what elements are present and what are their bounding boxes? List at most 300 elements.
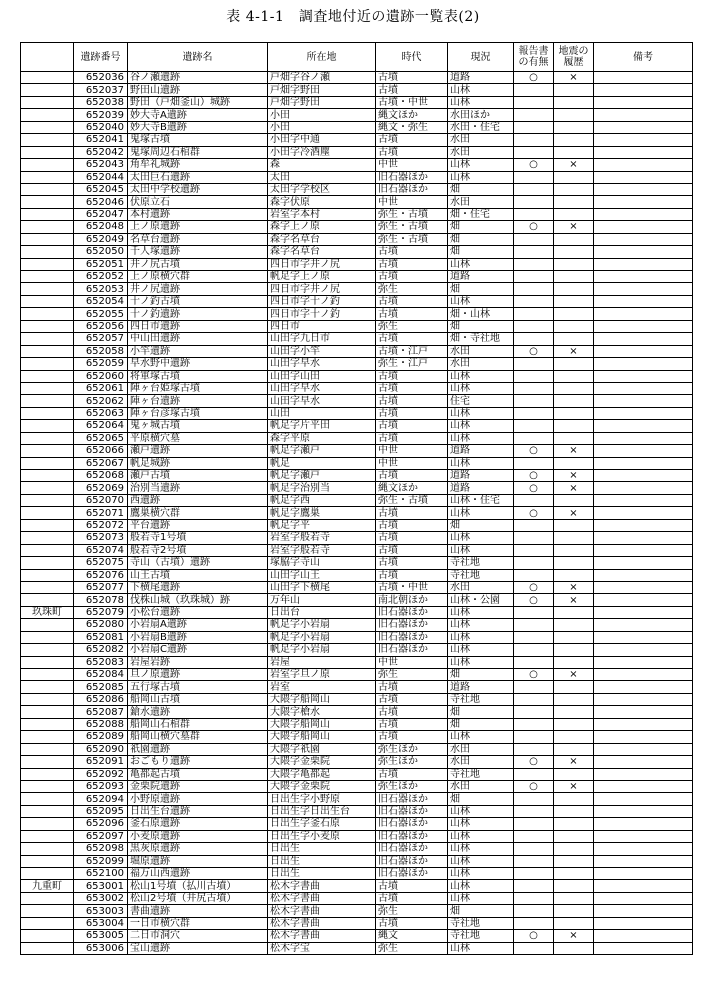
location-cell: 大隈字亀都起 <box>268 768 376 780</box>
disaster-history-cell: × <box>554 756 594 768</box>
table-row <box>21 258 693 270</box>
region-cell <box>21 407 74 419</box>
report-cell <box>514 121 554 133</box>
status-cell: 畑 <box>448 221 514 233</box>
report-cell <box>514 569 554 581</box>
notes-cell <box>594 793 693 805</box>
era-cell: 旧石器ほか <box>376 606 448 618</box>
report-cell <box>514 395 554 407</box>
era-cell: 古墳 <box>376 395 448 407</box>
region-cell <box>21 233 74 245</box>
table-row <box>21 780 693 792</box>
site-name-cell: 旦ノ原遺跡 <box>128 669 268 681</box>
status-cell: 畑 <box>448 283 514 295</box>
era-cell: 弥生・古墳 <box>376 208 448 220</box>
disaster-history-cell <box>554 693 594 705</box>
site-name-cell: 鷹巣横穴群 <box>128 507 268 519</box>
header-report: 報告書の有無 <box>514 43 554 72</box>
report-cell <box>514 855 554 867</box>
disaster-history-cell <box>554 544 594 556</box>
site-name-cell: 船岡山古墳 <box>128 693 268 705</box>
era-cell: 旧石器ほか <box>376 631 448 643</box>
status-cell: 畑・寺社地 <box>448 333 514 345</box>
site-number-cell: 652050 <box>74 246 128 258</box>
region-cell: 玖珠町 <box>21 606 74 618</box>
disaster-history-cell <box>554 370 594 382</box>
site-name-cell: 上ノ原横穴群 <box>128 271 268 283</box>
notes-cell <box>594 631 693 643</box>
status-cell: 水田・住宅 <box>448 121 514 133</box>
report-cell <box>514 196 554 208</box>
region-cell <box>21 208 74 220</box>
status-cell: 水田 <box>448 345 514 357</box>
notes-cell <box>594 271 693 283</box>
table-row <box>21 880 693 892</box>
disaster-history-cell <box>554 258 594 270</box>
table-row <box>21 295 693 307</box>
report-cell: ○ <box>514 345 554 357</box>
site-number-cell: 652040 <box>74 121 128 133</box>
disaster-history-cell: × <box>554 470 594 482</box>
site-number-cell: 652082 <box>74 644 128 656</box>
region-cell <box>21 830 74 842</box>
era-cell: 古墳 <box>376 706 448 718</box>
site-name-cell: 鬼塚古墳 <box>128 134 268 146</box>
site-number-cell: 652084 <box>74 669 128 681</box>
site-name-cell: 船岡山石棺群 <box>128 718 268 730</box>
region-cell <box>21 134 74 146</box>
notes-cell <box>594 644 693 656</box>
notes-cell <box>594 395 693 407</box>
disaster-history-cell <box>554 532 594 544</box>
site-name-cell: 小岩扇B遺跡 <box>128 631 268 643</box>
region-cell <box>21 358 74 370</box>
location-cell: 帆足字瀬戸 <box>268 445 376 457</box>
region-cell <box>21 146 74 158</box>
report-cell <box>514 519 554 531</box>
table-body <box>21 72 693 955</box>
table-row <box>21 557 693 569</box>
location-cell: 岩室字本村 <box>268 208 376 220</box>
table-row <box>21 308 693 320</box>
site-number-cell: 652041 <box>74 134 128 146</box>
site-name-cell: 上ノ原遺跡 <box>128 221 268 233</box>
disaster-history-cell <box>554 271 594 283</box>
location-cell: 帆足字瀬戸 <box>268 470 376 482</box>
disaster-history-cell <box>554 843 594 855</box>
era-cell: 旧石器ほか <box>376 183 448 195</box>
status-cell: 寺社地 <box>448 693 514 705</box>
region-cell <box>21 271 74 283</box>
site-name-cell: 下横尾遺跡 <box>128 581 268 593</box>
table-row <box>21 843 693 855</box>
region-cell <box>21 768 74 780</box>
location-cell: 塚脇字寺山 <box>268 557 376 569</box>
disaster-history-cell <box>554 333 594 345</box>
report-cell <box>514 706 554 718</box>
location-cell: 日出生字釜石原 <box>268 818 376 830</box>
notes-cell <box>594 358 693 370</box>
disaster-history-cell <box>554 606 594 618</box>
table-row <box>21 72 693 84</box>
site-name-cell: 野田山遺跡 <box>128 84 268 96</box>
status-cell: 山林 <box>448 382 514 394</box>
status-cell: 寺社地 <box>448 917 514 929</box>
site-number-cell: 652044 <box>74 171 128 183</box>
report-cell: ○ <box>514 445 554 457</box>
table-row <box>21 693 693 705</box>
site-name-cell: 千人塚遺跡 <box>128 246 268 258</box>
status-cell: 道路 <box>448 482 514 494</box>
site-number-cell: 652064 <box>74 420 128 432</box>
table-row <box>21 221 693 233</box>
site-number-cell: 652038 <box>74 96 128 108</box>
status-cell: 畑 <box>448 905 514 917</box>
location-cell: 山田字山田 <box>268 370 376 382</box>
site-number-cell: 652091 <box>74 756 128 768</box>
report-cell <box>514 246 554 258</box>
site-number-cell: 652056 <box>74 320 128 332</box>
site-number-cell: 652071 <box>74 507 128 519</box>
report-cell <box>514 644 554 656</box>
site-number-cell: 652076 <box>74 569 128 581</box>
header-disaster-history: 地震の履歴 <box>554 43 594 72</box>
site-name-cell: 西遺跡 <box>128 494 268 506</box>
notes-cell <box>594 669 693 681</box>
table-row <box>21 246 693 258</box>
location-cell: 大隈字金栗院 <box>268 756 376 768</box>
notes-cell <box>594 109 693 121</box>
site-name-cell: 四日市遺跡 <box>128 320 268 332</box>
disaster-history-cell <box>554 855 594 867</box>
region-cell <box>21 644 74 656</box>
location-cell: 山田字小竿 <box>268 345 376 357</box>
table-row <box>21 445 693 457</box>
disaster-history-cell: × <box>554 159 594 171</box>
era-cell: 弥生 <box>376 669 448 681</box>
location-cell: 戸畑字野田 <box>268 84 376 96</box>
report-cell <box>514 892 554 904</box>
location-cell: 四日市 <box>268 320 376 332</box>
notes-cell <box>594 681 693 693</box>
notes-cell <box>594 308 693 320</box>
status-cell: 水田 <box>448 146 514 158</box>
table-row <box>21 208 693 220</box>
site-number-cell: 652049 <box>74 233 128 245</box>
location-cell: 帆足字小岩扇 <box>268 644 376 656</box>
report-cell <box>514 544 554 556</box>
report-cell <box>514 619 554 631</box>
region-cell <box>21 581 74 593</box>
location-cell: 森 <box>268 159 376 171</box>
location-cell: 日出台 <box>268 606 376 618</box>
notes-cell <box>594 134 693 146</box>
site-name-cell: 福万山西遺跡 <box>128 868 268 880</box>
location-cell: 帆足字平 <box>268 519 376 531</box>
site-number-cell: 652057 <box>74 333 128 345</box>
region-cell <box>21 519 74 531</box>
disaster-history-cell <box>554 619 594 631</box>
site-number-cell: 652063 <box>74 407 128 419</box>
site-number-cell: 652074 <box>74 544 128 556</box>
table-row <box>21 134 693 146</box>
disaster-history-cell <box>554 942 594 954</box>
era-cell: 中世 <box>376 457 448 469</box>
region-cell <box>21 756 74 768</box>
disaster-history-cell <box>554 320 594 332</box>
site-number-cell: 652058 <box>74 345 128 357</box>
location-cell: 日出生字小野原 <box>268 793 376 805</box>
era-cell: 縄文・弥生 <box>376 121 448 133</box>
region-cell <box>21 320 74 332</box>
table-row <box>21 482 693 494</box>
notes-cell <box>594 333 693 345</box>
location-cell: 四日市字井ノ尻 <box>268 283 376 295</box>
era-cell: 古墳 <box>376 72 448 84</box>
site-number-cell: 652059 <box>74 358 128 370</box>
table-row <box>21 930 693 942</box>
region-cell <box>21 930 74 942</box>
table-row <box>21 731 693 743</box>
site-number-cell: 652046 <box>74 196 128 208</box>
site-name-cell: 治別当遺跡 <box>128 482 268 494</box>
site-number-cell: 652036 <box>74 72 128 84</box>
header-notes: 備考 <box>594 43 693 72</box>
site-name-cell: 小竿遺跡 <box>128 345 268 357</box>
site-name-cell: 中山田遺跡 <box>128 333 268 345</box>
site-name-cell: 亀都起古墳 <box>128 768 268 780</box>
header-site-number: 遺跡番号 <box>74 43 128 72</box>
era-cell: 古墳 <box>376 432 448 444</box>
status-cell: 山林 <box>448 258 514 270</box>
site-name-cell: 鬼塚周辺石棺群 <box>128 146 268 158</box>
status-cell: 道路 <box>448 681 514 693</box>
site-name-cell: 陣ヶ台姫塚古墳 <box>128 382 268 394</box>
table-row <box>21 345 693 357</box>
location-cell: 戸畑字野田 <box>268 96 376 108</box>
table-row <box>21 681 693 693</box>
disaster-history-cell <box>554 793 594 805</box>
status-cell: 山林 <box>448 420 514 432</box>
site-number-cell: 652066 <box>74 445 128 457</box>
region-cell <box>21 681 74 693</box>
disaster-history-cell <box>554 246 594 258</box>
notes-cell <box>594 731 693 743</box>
region-cell <box>21 395 74 407</box>
notes-cell <box>594 818 693 830</box>
table-row <box>21 382 693 394</box>
site-name-cell: 船岡山横穴墓群 <box>128 731 268 743</box>
site-number-cell: 652078 <box>74 594 128 606</box>
report-cell <box>514 681 554 693</box>
header-location: 所在地 <box>268 43 376 72</box>
table-row <box>21 146 693 158</box>
site-number-cell: 652096 <box>74 818 128 830</box>
status-cell: 畑 <box>448 706 514 718</box>
site-number-cell: 652048 <box>74 221 128 233</box>
status-cell: 山林 <box>448 855 514 867</box>
location-cell: 山田字早水 <box>268 395 376 407</box>
location-cell: 森字名草台 <box>268 233 376 245</box>
report-cell <box>514 631 554 643</box>
era-cell: 古墳 <box>376 718 448 730</box>
era-cell: 古墳 <box>376 532 448 544</box>
location-cell: 小田字中通 <box>268 134 376 146</box>
location-cell: 小田 <box>268 121 376 133</box>
disaster-history-cell <box>554 830 594 842</box>
site-number-cell: 653002 <box>74 892 128 904</box>
location-cell: 大隈字船岡山 <box>268 731 376 743</box>
status-cell: 山林 <box>448 892 514 904</box>
location-cell: 森字上ノ原 <box>268 221 376 233</box>
report-cell <box>514 917 554 929</box>
table-row <box>21 942 693 954</box>
table-row <box>21 171 693 183</box>
era-cell: 古墳 <box>376 569 448 581</box>
disaster-history-cell <box>554 171 594 183</box>
location-cell: 山田字早水 <box>268 382 376 394</box>
report-cell <box>514 233 554 245</box>
site-number-cell: 652067 <box>74 457 128 469</box>
table-row <box>21 519 693 531</box>
site-number-cell: 652085 <box>74 681 128 693</box>
notes-cell <box>594 905 693 917</box>
report-cell <box>514 171 554 183</box>
status-cell: 畑 <box>448 183 514 195</box>
table-row <box>21 631 693 643</box>
notes-cell <box>594 96 693 108</box>
site-name-cell: 二日市洞穴 <box>128 930 268 942</box>
disaster-history-cell: × <box>554 507 594 519</box>
era-cell: 古墳 <box>376 420 448 432</box>
report-cell <box>514 718 554 730</box>
era-cell: 弥生 <box>376 283 448 295</box>
table-row <box>21 233 693 245</box>
notes-cell <box>594 557 693 569</box>
table-row <box>21 407 693 419</box>
era-cell: 旧石器ほか <box>376 818 448 830</box>
status-cell: 畑 <box>448 669 514 681</box>
table-row <box>21 84 693 96</box>
disaster-history-cell: × <box>554 221 594 233</box>
status-cell: 水田 <box>448 581 514 593</box>
location-cell: 岩室字般若寺 <box>268 544 376 556</box>
location-cell: 大隈字船岡山 <box>268 693 376 705</box>
era-cell: 古墳 <box>376 917 448 929</box>
site-name-cell: 鎗水遺跡 <box>128 706 268 718</box>
era-cell: 旧石器ほか <box>376 793 448 805</box>
region-cell <box>21 718 74 730</box>
table-header-row <box>21 43 693 72</box>
report-cell <box>514 258 554 270</box>
location-cell: 山田字早水 <box>268 358 376 370</box>
status-cell: 住宅 <box>448 395 514 407</box>
report-cell <box>514 731 554 743</box>
table-row <box>21 470 693 482</box>
report-cell <box>514 407 554 419</box>
table-row <box>21 892 693 904</box>
site-name-cell: 小麦原遺跡 <box>128 830 268 842</box>
site-name-cell: 堀原遺跡 <box>128 855 268 867</box>
era-cell: 古墳 <box>376 258 448 270</box>
table-row <box>21 793 693 805</box>
report-cell <box>514 320 554 332</box>
region-cell <box>21 619 74 631</box>
disaster-history-cell <box>554 718 594 730</box>
report-cell: ○ <box>514 470 554 482</box>
status-cell: 山林 <box>448 432 514 444</box>
report-cell <box>514 84 554 96</box>
region-cell <box>21 72 74 84</box>
region-cell <box>21 494 74 506</box>
location-cell: 日出生 <box>268 868 376 880</box>
site-number-cell: 653005 <box>74 930 128 942</box>
disaster-history-cell <box>554 96 594 108</box>
site-number-cell: 652098 <box>74 843 128 855</box>
era-cell: 古墳・中世 <box>376 581 448 593</box>
report-cell: ○ <box>514 756 554 768</box>
era-cell: 弥生ほか <box>376 743 448 755</box>
disaster-history-cell <box>554 121 594 133</box>
disaster-history-cell <box>554 880 594 892</box>
status-cell: 山林 <box>448 370 514 382</box>
status-cell: 山林・公園 <box>448 594 514 606</box>
site-name-cell: 本村遺跡 <box>128 208 268 220</box>
location-cell: 大隈字祇園 <box>268 743 376 755</box>
site-number-cell: 653004 <box>74 917 128 929</box>
site-name-cell: 日出生台遺跡 <box>128 805 268 817</box>
table-row <box>21 358 693 370</box>
table-row <box>21 706 693 718</box>
notes-cell <box>594 768 693 780</box>
era-cell: 中世 <box>376 445 448 457</box>
site-name-cell: 陣ヶ台彦塚古墳 <box>128 407 268 419</box>
table-row <box>21 183 693 195</box>
site-number-cell: 652088 <box>74 718 128 730</box>
region-cell <box>21 892 74 904</box>
site-number-cell: 652094 <box>74 793 128 805</box>
site-name-cell: おごもり遺跡 <box>128 756 268 768</box>
location-cell: 帆足 <box>268 457 376 469</box>
notes-cell <box>594 892 693 904</box>
site-number-cell: 652073 <box>74 532 128 544</box>
site-number-cell: 652054 <box>74 295 128 307</box>
disaster-history-cell <box>554 656 594 668</box>
report-cell: ○ <box>514 581 554 593</box>
notes-cell <box>594 569 693 581</box>
region-cell <box>21 171 74 183</box>
disaster-history-cell <box>554 706 594 718</box>
era-cell: 中世 <box>376 656 448 668</box>
region-cell <box>21 905 74 917</box>
era-cell: 縄文ほか <box>376 109 448 121</box>
region-cell <box>21 731 74 743</box>
site-number-cell: 652097 <box>74 830 128 842</box>
era-cell: 古墳 <box>376 370 448 382</box>
region-cell <box>21 246 74 258</box>
site-number-cell: 652087 <box>74 706 128 718</box>
site-name-cell: 松山2号墳（井尻古墳） <box>128 892 268 904</box>
report-cell <box>514 805 554 817</box>
site-name-cell: 祇園遺跡 <box>128 743 268 755</box>
site-name-cell: 一日市横穴群 <box>128 917 268 929</box>
site-number-cell: 652100 <box>74 868 128 880</box>
table-row <box>21 656 693 668</box>
status-cell: 山林 <box>448 843 514 855</box>
location-cell: 帆足字片平田 <box>268 420 376 432</box>
region-cell <box>21 855 74 867</box>
table-row <box>21 109 693 121</box>
